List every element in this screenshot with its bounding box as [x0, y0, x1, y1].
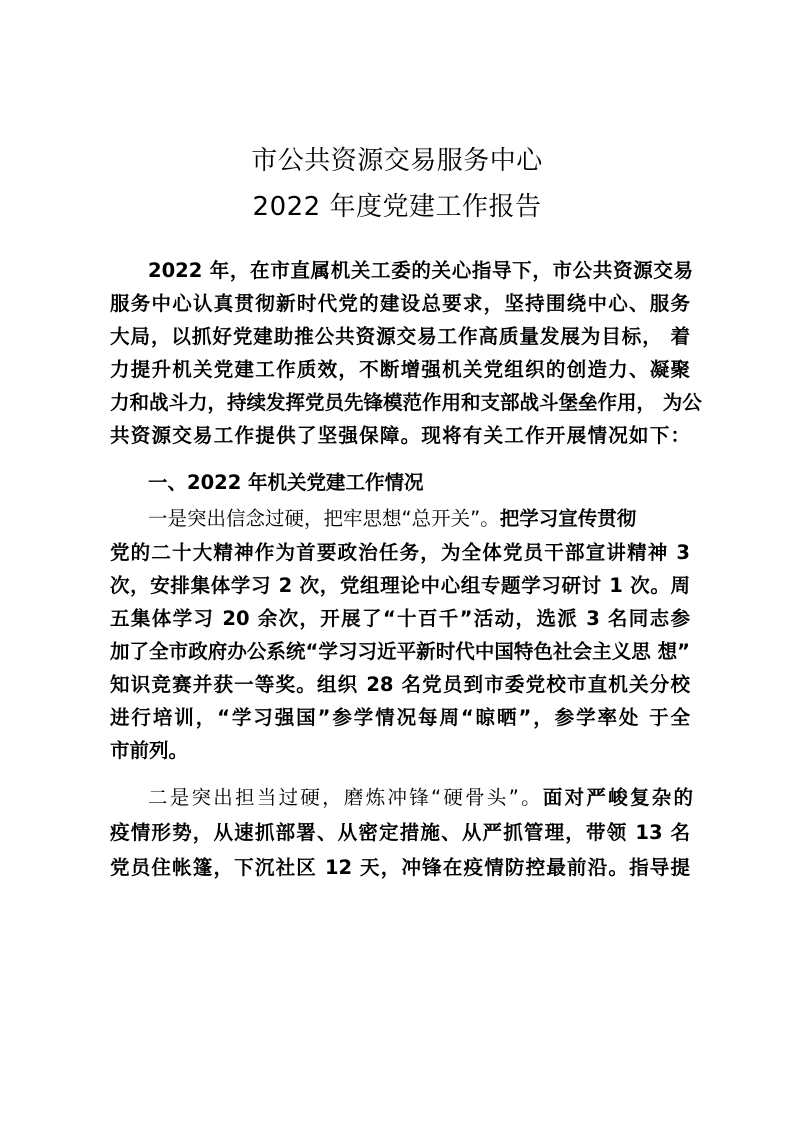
item-1-lead: 一是突出信念过硬，把牢思想“总开关”。: [148, 507, 500, 530]
item-2-line: 党员住帐篷，下沉社区 12 天，冲锋在疫情防控最前沿。指导提: [110, 856, 690, 879]
intro-paragraph-line: 2022 年，在市直属机关工委的关心指导下，市公共资源交易: [148, 259, 693, 282]
item-1-line: 五集体学习 20 余次，开展了“十百千”活动，选派 3 名同志参: [110, 607, 690, 630]
item-2-first-line-rest: 面对严峻复杂的: [542, 786, 693, 809]
item-1-line: 加了全市政府办公系统“学习习近平新时代中国特色社会主义思 想”: [110, 640, 690, 663]
item-1-line: 知识竞赛并获一等奖。组织 28 名党员到市委党校市直机关分校: [110, 673, 690, 696]
intro-paragraph-line: 力提升机关党建工作质效，不断增强机关党组织的创造力、凝聚: [110, 358, 690, 381]
item-1-first-line: [148, 506, 668, 532]
intro-paragraph-line: 力和战斗力，持续发挥党员先锋模范作用和支部战斗堡垒作用， 为公: [110, 391, 702, 414]
intro-paragraph-line: 大局，以抓好党建助推公共资源交易工作高质量发展为目标， 着: [110, 325, 690, 348]
item-1-line: 次，安排集体学习 2 次，党组理论中心组专题学习研讨 1 次。周: [110, 574, 690, 597]
item-2-line: 疫情形势，从速抓部署、从密定措施、从严抓管理，带领 13 名: [110, 821, 690, 844]
item-1-line: 党的二十大精神作为首要政治任务，为全体党员干部宣讲精神 3: [110, 541, 690, 564]
item-1-line: 进行培训，“学习强国”参学情况每周“晾晒”，参学率处 于全: [110, 706, 690, 729]
item-2-lead: 二是突出担当过硬，磨炼冲锋“硬骨头”。: [148, 786, 543, 809]
intro-paragraph-line: 服务中心认真贯彻新时代党的建设总要求，坚持围绕中心、服务: [110, 292, 690, 315]
section-heading: 一、2022 年机关党建工作情况: [148, 471, 424, 494]
document-title-line-1: 市公共资源交易服务中心: [251, 146, 543, 176]
item-1-first-line-rest: 把学习宣传贯彻: [499, 507, 637, 530]
document-title-line-2: 2022 年度党建工作报告: [252, 192, 542, 222]
item-2-first-line: [148, 785, 693, 811]
item-1-line: 市前列。: [110, 739, 189, 762]
intro-paragraph-line: 共资源交易工作提供了坚强保障。现将有关工作开展情况如下：: [110, 424, 690, 447]
